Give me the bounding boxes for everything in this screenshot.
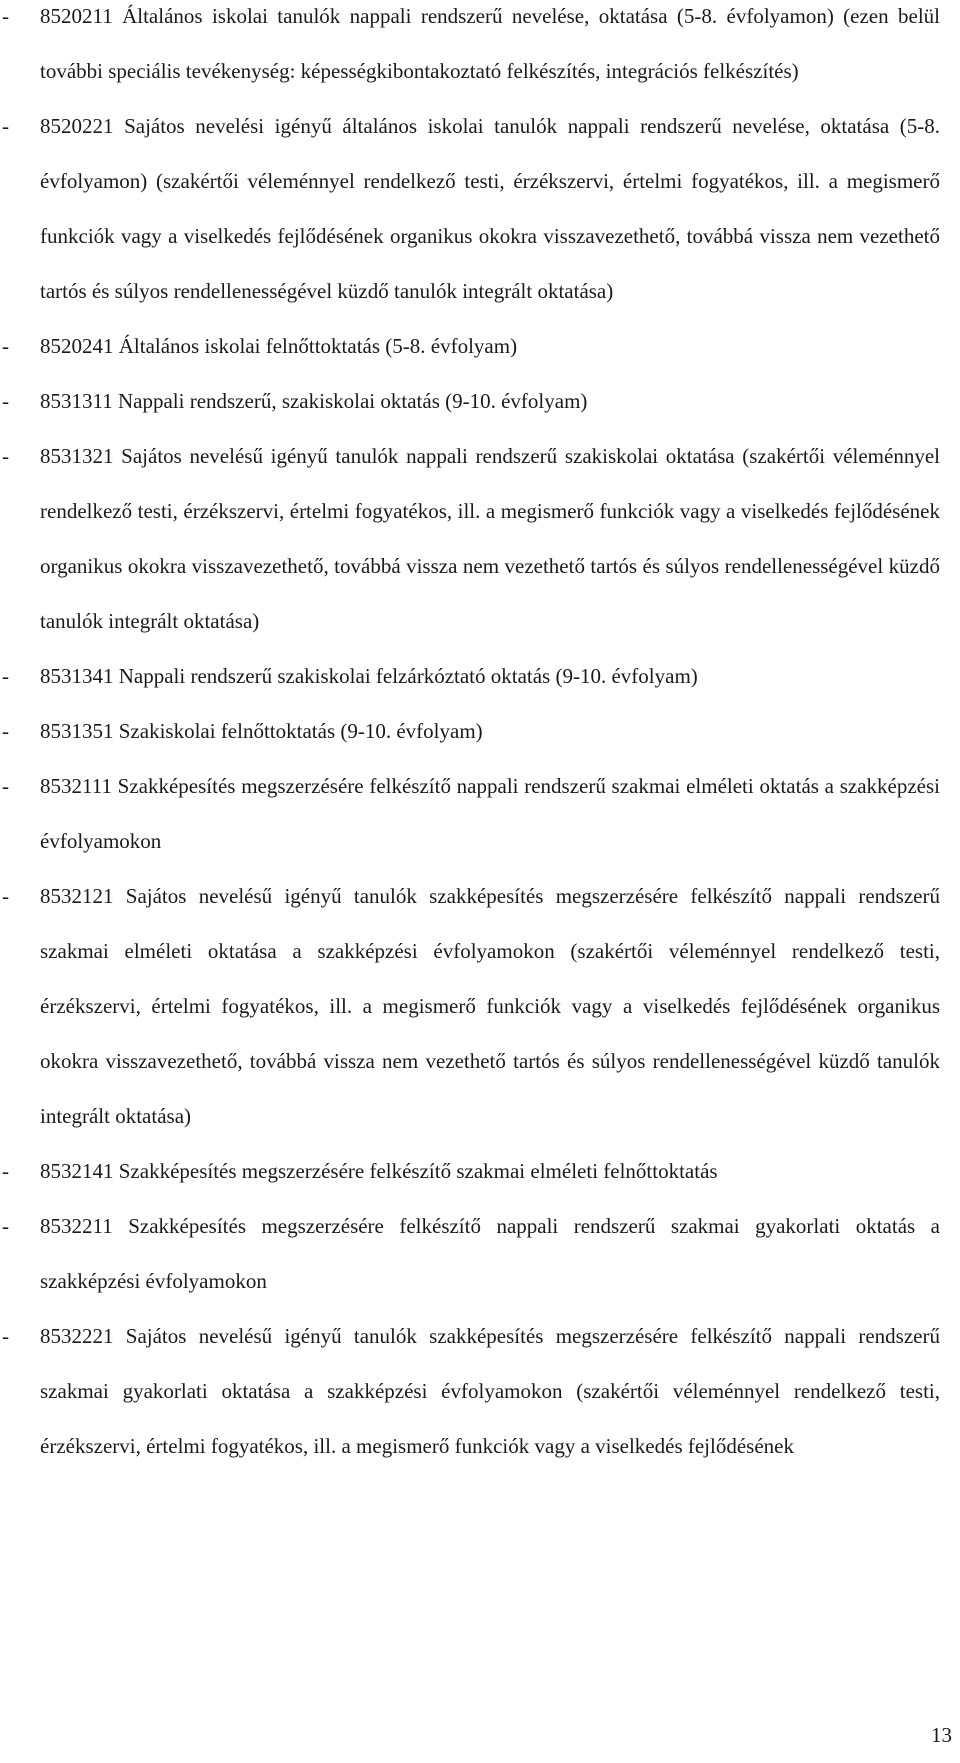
- page-number: 13: [931, 1723, 952, 1747]
- list-dash: -: [2, 1159, 9, 1183]
- list-item: [0, 429, 960, 649]
- list-item: [0, 374, 960, 429]
- list-item-text: 8520211 Általános iskolai tanulók nappali rendszerű nevelése, oktatása (5-8. évfolyamon) (ezen belül további speciális tevékenység: képességkibontakoztató felkészítés, integrációs felkészítés): [40, 4, 940, 83]
- list-dash: -: [2, 1214, 9, 1238]
- list-dash: -: [2, 774, 9, 798]
- list-dash: -: [2, 664, 9, 688]
- list-item: [0, 704, 960, 759]
- list-item: [0, 869, 960, 1144]
- list-item: [0, 0, 960, 99]
- list-dash: -: [2, 114, 9, 138]
- list-item-text: 8532221 Sajátos nevelésű igényű tanulók szakképesítés megszerzésére felkészítő nappali rendszerű szakmai gyakorlati oktatása a szakképzési évfolyamokon (szakértői véleménnyel rendelkező testi, érzékszervi, értelmi fogyatékos, ill. a megismerő funkciók vagy a viselkedés fejlődésének: [40, 1324, 940, 1458]
- list-dash: -: [2, 334, 9, 358]
- list-item-text: 8520221 Sajátos nevelési igényű általános iskolai tanulók nappali rendszerű nevelése, oktatása (5-8. évfolyamon) (szakértői véleménnyel rendelkező testi, érzékszervi, értelmi fogyatékos, ill. a megismerő funkciók vagy a viselkedés fejlődésének organikus okokra visszavezethető, továbbá vissza nem vezethető tartós és súlyos rendellenességével küzdő tanulók integrált oktatása): [40, 114, 940, 303]
- list-item-text: 8532141 Szakképesítés megszerzésére felkészítő szakmai elméleti felnőttoktatás: [40, 1159, 718, 1183]
- list-item-text: 8531321 Sajátos nevelésű igényű tanulók nappali rendszerű szakiskolai oktatása (szakértői véleménnyel rendelkező testi, érzékszervi, értelmi fogyatékos, ill. a megismerő funkciók vagy a viselkedés fejlődésének organikus okokra visszavezethető, továbbá vissza nem vezethető tartós és súlyos rendellenességével küzdő tanulók integrált oktatása): [40, 444, 940, 633]
- list-item-text: 8531341 Nappali rendszerű szakiskolai felzárkóztató oktatás (9-10. évfolyam): [40, 664, 698, 688]
- list-item-text: 8531351 Szakiskolai felnőttoktatás (9-10. évfolyam): [40, 719, 483, 743]
- list-dash: -: [2, 719, 9, 743]
- list-item: [0, 1309, 960, 1474]
- list-item: [0, 759, 960, 869]
- list-item-text: 8531311 Nappali rendszerű, szakiskolai oktatás (9-10. évfolyam): [40, 389, 588, 413]
- list-item: [0, 99, 960, 319]
- list-dash: -: [2, 884, 9, 908]
- list-item-text: 8532121 Sajátos nevelésű igényű tanulók szakképesítés megszerzésére felkészítő nappali rendszerű szakmai elméleti oktatása a szakképzési évfolyamokon (szakértői véleménnyel rendelkező testi, érzékszervi, értelmi fogyatékos, ill. a megismerő funkciók vagy a viselkedés fejlődésének organikus okokra visszavezethető, továbbá vissza nem vezethető tartós és súlyos rendellenességével küzdő tanulók integrált oktatása): [40, 884, 940, 1128]
- list-item: [0, 649, 960, 704]
- list-item-text: 8520241 Általános iskolai felnőttoktatás (5-8. évfolyam): [40, 334, 518, 358]
- list-dash: -: [2, 444, 9, 468]
- list-item-text: 8532211 Szakképesítés megszerzésére felkészítő nappali rendszerű szakmai gyakorlati oktatás a szakképzési évfolyamokon: [40, 1214, 940, 1293]
- list-item: [0, 1144, 960, 1199]
- list-dash: -: [2, 389, 9, 413]
- list-item-text: 8532111 Szakképesítés megszerzésére felkészítő nappali rendszerű szakmai elméleti oktatás a szakképzési évfolyamokon: [40, 774, 940, 853]
- list-dash: -: [2, 1324, 9, 1348]
- list-item: [0, 319, 960, 374]
- list-dash: -: [2, 4, 9, 28]
- list-item: [0, 1199, 960, 1309]
